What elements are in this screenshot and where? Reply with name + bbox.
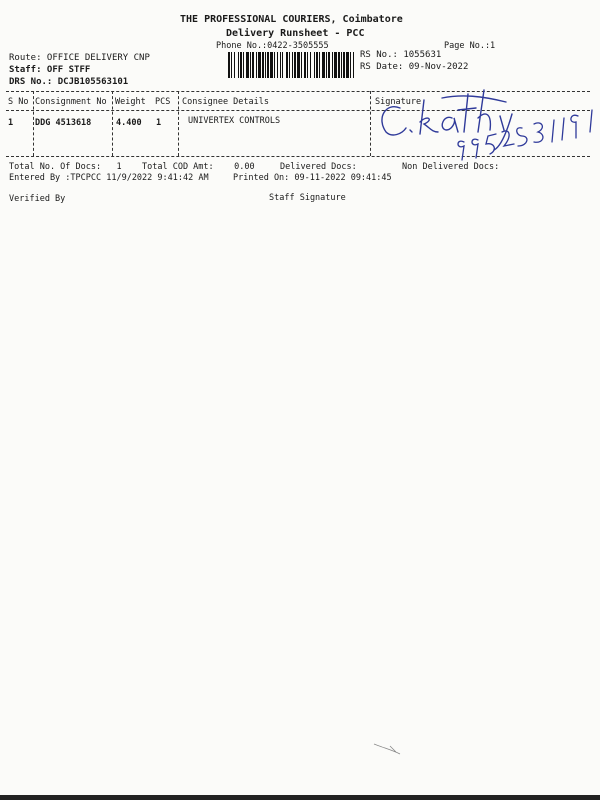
cell-consignee: UNIVERTEX CONTROLS [188,116,281,126]
stray-ink-mark [370,738,410,758]
header-consignment-no: Consignment No [35,97,107,107]
column-divider [178,91,179,156]
page-number: Page No.:1 [444,41,496,51]
entered-by: Entered By :TPCPCC 11/9/2022 9:41:42 AM [9,173,209,183]
header-weight: Weight [115,97,146,107]
non-delivered-docs: Non Delivered Docs: [402,162,500,172]
cell-weight: 4.400 [116,118,142,128]
phone-number: Phone No.:0422-3505555 [216,41,329,51]
column-divider [370,91,371,156]
header-consignee-details: Consignee Details [182,97,269,107]
delivered-docs: Delivered Docs: [280,162,357,172]
printed-on: Printed On: 09-11-2022 09:41:45 [233,173,392,183]
cell-consignment-no: DDG 4513618 [35,118,92,128]
column-divider [112,91,113,156]
total-cod-amount: Total COD Amt: 0.00 [142,162,255,172]
total-docs: Total No. Of Docs: 1 [9,162,122,172]
rs-number: RS No.: 1055631 [360,50,442,60]
header-s-no: S No [8,97,29,107]
column-divider [33,91,34,156]
verified-by-label: Verified By [9,194,66,204]
scan-edge [0,795,600,800]
staff-info: Staff: OFF STFF [9,65,91,75]
rs-date: RS Date: 09-Nov-2022 [360,62,469,72]
cell-s-no: 1 [8,118,14,128]
staff-signature-label: Staff Signature [269,193,346,203]
header-pcs: PCS [155,97,171,107]
route-info: Route: OFFICE DELIVERY CNP [9,53,150,63]
company-name: THE PROFESSIONAL COURIERS, Coimbatore [180,14,403,25]
barcode-image [228,52,356,78]
cell-pcs: 1 [156,118,162,128]
document-title: Delivery Runsheet - PCC [226,28,365,39]
drs-number: DRS No.: DCJB105563101 [9,77,129,87]
header-signature: Signature [375,97,422,107]
handwritten-signature [372,84,600,164]
